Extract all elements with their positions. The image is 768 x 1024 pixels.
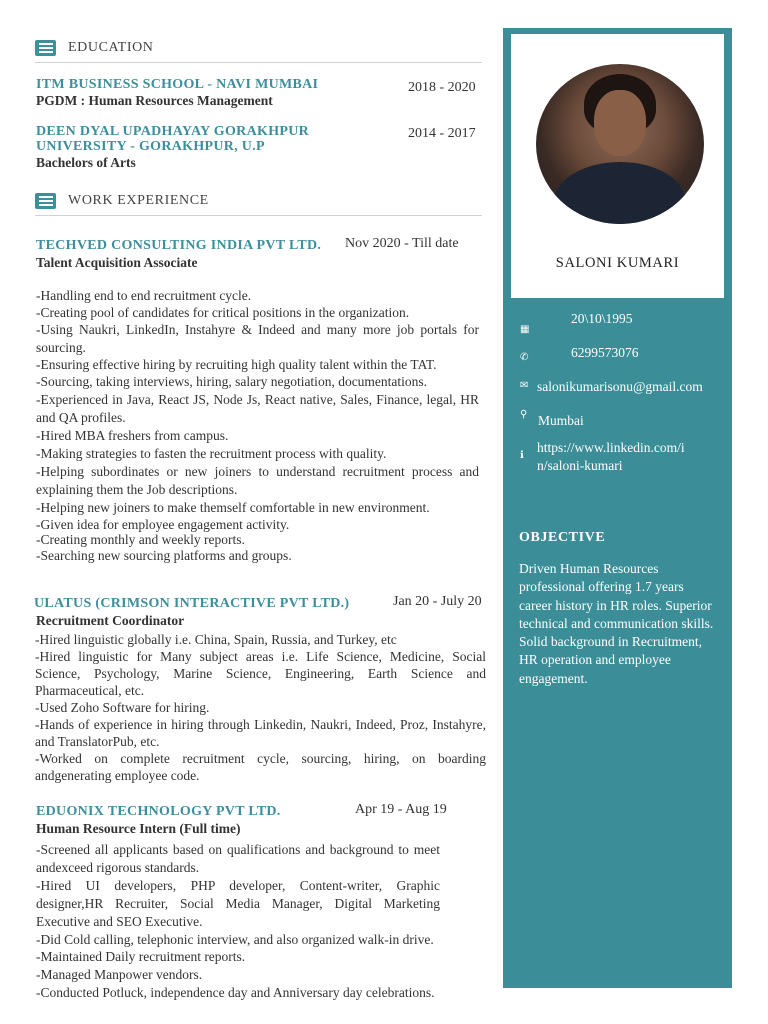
duty-item: -Screened all applicants based on qualifications and background to meet andexceed rigorous standards. <box>36 842 440 875</box>
duty-item: -Creating monthly and weekly reports. <box>36 532 245 547</box>
job-company: ULATUS (CRIMSON INTERACTIVE PVT LTD.) <box>34 596 350 611</box>
profile-sidebar <box>503 28 732 988</box>
duty-item: -Did Cold calling, telephonic interview, and also organized walk-in drive. <box>36 931 434 947</box>
duty-item: -Experienced in Java, React JS, Node Js, React native, Sales, Finance, legal, HR and QA profiles. <box>36 392 479 425</box>
info-icon: ℹ <box>520 450 524 461</box>
duty-item: -Helping new joiners to make themself comfortable in new environment. <box>36 500 430 515</box>
profile-email[interactable]: salonikumarisonu@gmail.com <box>537 379 703 394</box>
duty-item: -Sourcing, taking interviews, hiring, salary negotiation, documentations. <box>36 374 428 389</box>
job-dates: Apr 19 - Aug 19 <box>355 802 447 817</box>
duty-item: -Searching new sourcing platforms and groups. <box>36 548 292 563</box>
profile-location: Mumbai <box>538 413 584 428</box>
phone-icon: ✆ <box>520 352 529 363</box>
job-duties <box>35 631 486 784</box>
duty-item: -Handling end to end recruitment cycle. <box>36 288 252 303</box>
duty-item: -Hired UI developers, PHP developer, Content-writer, Graphic designer,HR Recruiter, Social Media Manager, Digital Marketing Executive and SEO Executive. <box>36 877 440 929</box>
job-duties <box>36 287 479 564</box>
work-section-header <box>35 189 482 216</box>
duty-item: -Managed Manpower vendors. <box>36 967 203 983</box>
list-icon <box>35 40 56 56</box>
duty-item: -Hired MBA freshers from campus. <box>36 428 229 443</box>
job-duties <box>36 841 440 1002</box>
duty-item: -Helping subordinates or new joiners to understand recruitment process and explaining them the Job descriptions. <box>36 464 479 497</box>
profile-linkedin[interactable] <box>537 439 685 475</box>
job-role: Talent Acquisition Associate <box>36 255 198 270</box>
linkedin-line1[interactable]: https://www.linkedin.com/i <box>537 440 685 455</box>
education-degree: Bachelors of Arts <box>36 155 136 170</box>
duty-item: -Creating pool of candidates for critical positions in the organization. <box>36 305 410 320</box>
objective-text: Driven Human Resources professional offering 1.7 years career history in HR roles. Superior technical and communication skills. Solid background in Recruitment, HR operation and employee engagement. <box>519 561 714 686</box>
linkedin-line2[interactable]: n/saloni-kumari <box>537 458 623 473</box>
duty-item: -Conducted Potluck, independence day and Anniversary day celebrations. <box>36 985 435 1001</box>
objective-heading: OBJECTIVE <box>519 530 606 545</box>
duty-item: -Given idea for employee engagement activity. <box>36 517 290 532</box>
duty-item: -Using Naukri, LinkedIn, Instahyre & Indeed and many more job portals for sourcing. <box>36 322 479 355</box>
avatar-body <box>554 162 686 224</box>
job-dates: Nov 2020 - Till date <box>345 236 459 251</box>
duty-item: -Worked on complete recruitment cycle, sourcing, hiring, on boarding andgenerating employee code. <box>35 751 486 783</box>
job-company: EDUONIX TECHNOLOGY PVT LTD. <box>36 804 281 819</box>
envelope-icon: ✉ <box>520 380 529 391</box>
job-dates: Jan 20 - July 20 <box>393 594 482 609</box>
duty-item: -Hired linguistic globally i.e. China, Spain, Russia, and Turkey, etc <box>35 632 397 647</box>
work-heading: WORK EXPERIENCE <box>68 193 209 208</box>
education-dates: 2018 - 2020 <box>408 80 476 95</box>
education-section-header <box>35 36 482 63</box>
list-icon <box>35 193 56 209</box>
education-school-line2: UNIVERSITY - GORAKHPUR, U.P <box>36 139 265 154</box>
duty-item: -Ensuring effective hiring by recruiting high quality talent within the TAT. <box>36 357 437 372</box>
duty-item: -Making strategies to fasten the recruitment process with quality. <box>36 446 387 461</box>
job-role: Recruitment Coordinator <box>36 613 185 628</box>
avatar-face <box>594 90 646 156</box>
profile-phone: 6299573076 <box>571 345 639 360</box>
duty-item: -Hands of experience in hiring through Linkedin, Naukri, Indeed, Proz, Instahyre, and TranslatorPub, etc. <box>35 717 486 749</box>
profile-name: SALONI KUMARI <box>555 255 680 271</box>
profile-dob: 20\10\1995 <box>571 311 633 326</box>
photo-card <box>511 34 724 298</box>
job-company: TECHVED CONSULTING INDIA PVT LTD. <box>36 238 322 253</box>
education-school: ITM BUSINESS SCHOOL - NAVI MUMBAI <box>36 77 319 92</box>
calendar-icon: ▦ <box>520 324 530 335</box>
education-school-line1: DEEN DYAL UPADHAYAY GORAKHPUR <box>36 124 310 139</box>
duty-item: -Used Zoho Software for hiring. <box>35 700 210 715</box>
education-degree: PGDM : Human Resources Management <box>36 93 273 108</box>
map-pin-icon: ⚲ <box>520 409 528 420</box>
education-heading: EDUCATION <box>68 40 154 55</box>
duty-item: -Hired linguistic for Many subject areas i.e. Life Science, Medicine, Social Science, Psychology, Marine Science, Engineering, Earth Science and Pharmaceutical, etc. <box>35 649 486 698</box>
job-role: Human Resource Intern (Full time) <box>36 821 241 836</box>
education-dates: 2014 - 2017 <box>408 126 476 141</box>
avatar <box>536 64 704 224</box>
duty-item: -Maintained Daily recruitment reports. <box>36 949 246 965</box>
